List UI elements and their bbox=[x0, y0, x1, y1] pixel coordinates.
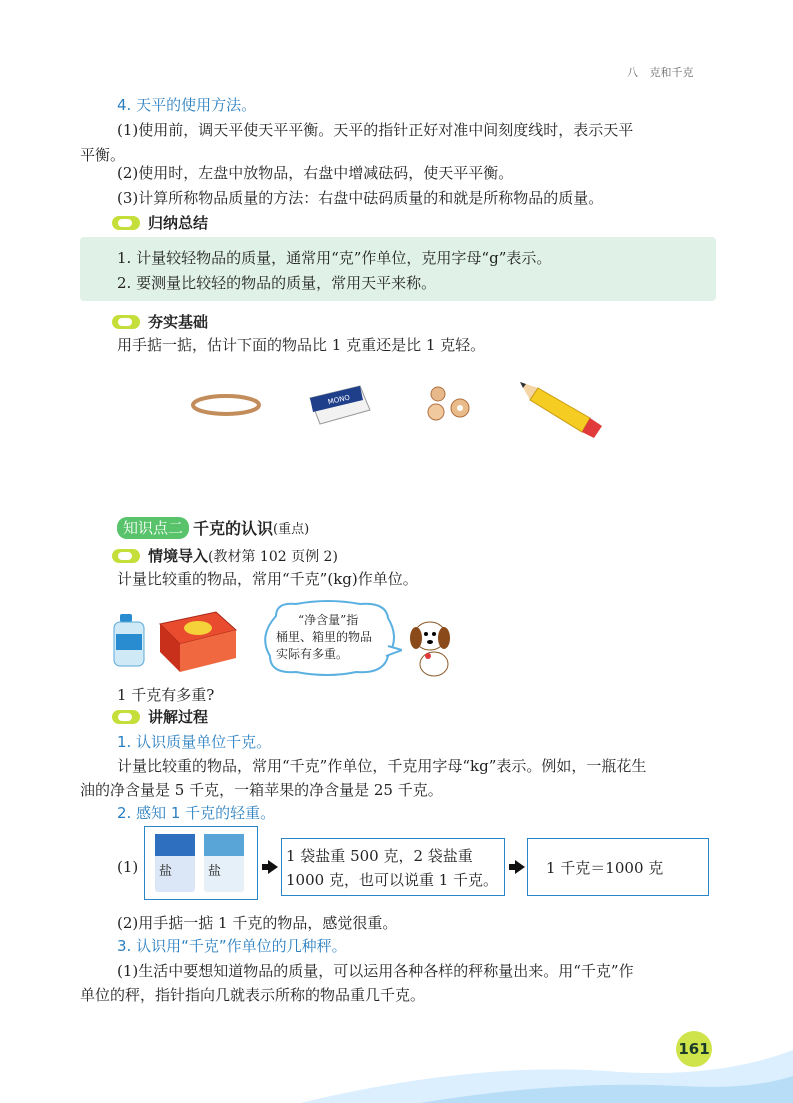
dog-icon bbox=[404, 612, 464, 680]
pill-icon bbox=[112, 710, 140, 724]
knowledge-point-badge: 知识点二 bbox=[117, 517, 189, 539]
kp2-heading bbox=[117, 516, 309, 539]
pill-icon bbox=[112, 549, 140, 563]
summary-heading: 归纳总结 bbox=[112, 212, 208, 233]
wave-decoration bbox=[0, 1020, 793, 1103]
basics-heading: 夯实基础 bbox=[112, 311, 208, 332]
pencil-shavings-icon bbox=[424, 384, 476, 424]
section-4-title: 4. 天平的使用方法。 bbox=[117, 96, 257, 114]
summary-item: 1. 计量较轻物品的质量，通常用“克”作单位，克用字母“g”表示。 bbox=[117, 249, 552, 267]
summary-item: 2. 要测量比较轻的物品的质量，常用天平来称。 bbox=[117, 274, 437, 292]
paragraph: (2)使用时，左盘中放物品，右盘中增减砝码，使天平平衡。 bbox=[117, 164, 514, 182]
pill-icon bbox=[112, 315, 140, 329]
process-heading: 讲解过程 bbox=[112, 706, 208, 727]
running-header bbox=[627, 64, 694, 80]
paragraph: 平衡。 bbox=[80, 146, 126, 164]
basics-text: 用手掂一掂，估计下面的物品比 1 克重还是比 1 克轻。 bbox=[117, 336, 486, 354]
apple-box-icon bbox=[156, 606, 240, 676]
question: 1 千克有多重? bbox=[117, 686, 215, 704]
intro-heading: 情境导入 (教材第 102 页例 2) bbox=[112, 545, 338, 566]
kp2-note: (重点) bbox=[273, 522, 310, 537]
step-3-title: 3. 认识用“千克”作单位的几种秤。 bbox=[117, 937, 347, 955]
conversion-box: 1 千克＝1000 克 bbox=[527, 838, 709, 896]
paragraph: (1)使用前，调天平使天平平衡。天平的指针正好对准中间刻度线时，表示天平 bbox=[117, 121, 634, 139]
item-label: (1) bbox=[117, 858, 139, 876]
rubber-band-icon bbox=[188, 390, 268, 422]
intro-text: 计量比较重的物品，常用“千克”(kg)作单位。 bbox=[117, 570, 418, 588]
arrow-right-icon bbox=[509, 860, 525, 874]
chapter-title: 克和千克 bbox=[649, 66, 694, 79]
salt-bag-icon: 盐 bbox=[204, 834, 244, 892]
salt-bag-icon: 盐 bbox=[155, 834, 195, 892]
paragraph: (1)生活中要想知道物品的质量，可以运用各种各样的秤称量出来。用“千克”作 bbox=[117, 962, 634, 980]
chapter-number: 八 bbox=[627, 66, 638, 79]
salt-weight-box: 1 袋盐重 500 克，2 袋盐重 1000 克，也可以说重 1 千克。 bbox=[281, 838, 505, 896]
page-number: 161 bbox=[676, 1031, 712, 1067]
bubble-text: “净含量”指 桶里、箱里的物品 实际有多重。 bbox=[276, 613, 373, 661]
svg-text:MONO: MONO bbox=[327, 393, 351, 407]
eraser-icon bbox=[300, 380, 376, 432]
paragraph: 单位的秤，指针指向几就表示所称的物品重几千克。 bbox=[80, 986, 426, 1004]
paragraph: 计量比较重的物品，常用“千克”作单位，千克用字母“kg”表示。例如，一瓶花生 bbox=[117, 757, 647, 775]
paragraph: (2)用手掂一掂 1 千克的物品，感觉很重。 bbox=[117, 914, 398, 932]
kp2-title: 千克的认识 bbox=[193, 519, 274, 538]
step-2-title: 2. 感知 1 千克的轻重。 bbox=[117, 804, 276, 822]
paragraph: (3)计算所称物品质量的方法：右盘中砝码质量的和就是所称物品的质量。 bbox=[117, 189, 604, 207]
oil-bottle-icon bbox=[108, 612, 150, 668]
paragraph: 油的净含量是 5 千克，一箱苹果的净含量是 25 千克。 bbox=[80, 781, 443, 799]
step-1-title: 1. 认识质量单位千克。 bbox=[117, 733, 272, 751]
pill-icon bbox=[112, 216, 140, 230]
pencil-icon bbox=[516, 378, 606, 440]
arrow-right-icon bbox=[262, 860, 278, 874]
